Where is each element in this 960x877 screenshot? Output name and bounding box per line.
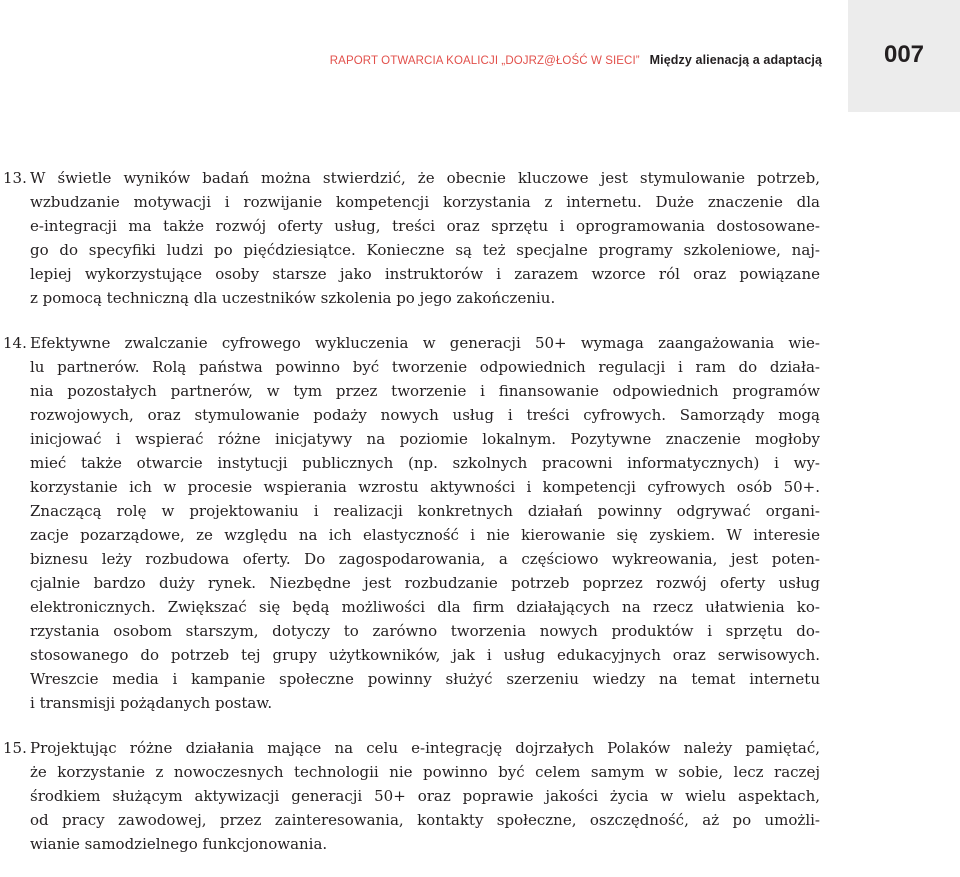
text-line: od pracy zawodowej, przez zainteresowania, kontakty społeczne, oszczędność, aż po umożli- [30, 811, 820, 829]
page-number-box [848, 0, 960, 112]
text-line: i transmisji pożądanych postaw. [30, 694, 273, 712]
document-body [0, 166, 960, 877]
running-head [330, 53, 822, 67]
text-line: cjalnie bardzo duży rynek. Niezbędne jest rozbudzanie potrzeb poprzez rozwój oferty usług [30, 574, 820, 592]
section-title: Między alienacją a adaptacją [649, 53, 822, 67]
text-line: wianie samodzielnego funkcjonowania. [30, 835, 328, 853]
page-number: 007 [883, 41, 925, 68]
paragraph-14 [0, 331, 960, 715]
text-line: mieć także otwarcie instytucji publicznych (np. szkolnych pracowni informatycznych) i wy- [30, 454, 820, 472]
text-line: Wreszcie media i kampanie społeczne powinny służyć szerzeniu wiedzy na temat internetu [30, 670, 820, 688]
text-line: biznesu leży rozbudowa oferty. Do zagospodarowania, a częściowo wykreowania, jest poten- [30, 550, 820, 568]
text-line: korzystanie ich w procesie wspierania wzrostu aktywności i kompetencji cyfrowych osób 50+. [30, 478, 820, 496]
text-line: Znaczącą rolę w projektowaniu i realizacji konkretnych działań powinny odgrywać organi- [30, 502, 820, 520]
text-line: nia pozostałych partnerów, w tym przez tworzenie i finansowanie odpowiednich programów [30, 382, 820, 400]
text-line: że korzystanie z nowoczesnych technologii nie powinno być celem samym w sobie, lecz raczej [30, 763, 820, 781]
paragraph-number: 13. [3, 169, 27, 187]
text-line: lu partnerów. Rolą państwa powinno być tworzenie odpowiednich regulacji i ram do działa- [30, 358, 820, 376]
text-line: W świetle wyników badań można stwierdzić, że obecnie kluczowe jest stymulowanie potrzeb, [30, 169, 820, 187]
text-line: elektronicznych. Zwiększać się będą możliwości dla firm działających na rzecz ułatwienia ko- [30, 598, 820, 616]
text-line: z pomocą techniczną dla uczestników szkolenia po jego zakończeniu. [30, 289, 556, 307]
text-line: go do specyfiki ludzi po pięćdziesiątce. Konieczne są też specjalne programy szkoleniowe, naj- [30, 241, 820, 259]
text-line: e-integracji ma także rozwój oferty usług, treści oraz sprzętu i oprogramowania dostosowane- [30, 217, 820, 235]
text-line: Efektywne zwalczanie cyfrowego wykluczenia w generacji 50+ wymaga zaangażowania wie- [30, 334, 820, 352]
paragraph-number: 15. [3, 739, 27, 757]
paragraph-13 [0, 166, 960, 310]
report-label: RAPORT OTWARCIA KOALICJI „DOJRZ@ŁOŚĆ W SIECI” [329, 55, 640, 67]
paragraph-15 [0, 736, 960, 856]
text-line: stosowanego do potrzeb tej grupy użytkowników, jak i usług edukacyjnych oraz serwisowych. [30, 646, 820, 664]
text-line: lepiej wykorzystujące osoby starsze jako instruktorów i zarazem wzorce ról oraz powiązane [30, 265, 820, 283]
text-line: rzystania osobom starszym, dotyczy to zarówno tworzenia nowych produktów i sprzętu do- [30, 622, 820, 640]
text-line: inicjować i wspierać różne inicjatywy na poziomie lokalnym. Pozytywne znaczenie mogłoby [30, 430, 820, 448]
page-header [0, 0, 960, 112]
text-line: wzbudzanie motywacji i rozwijanie kompetencji korzystania z internetu. Duże znaczenie dla [30, 193, 820, 211]
text-line: zacje pozarządowe, ze względu na ich elastyczność i nie kierowanie się zyskiem. W interesie [30, 526, 820, 544]
paragraph-number: 14. [3, 334, 27, 352]
text-line: rozwojowych, oraz stymulowanie podaży nowych usług i treści cyfrowych. Samorządy mogą [30, 406, 820, 424]
text-line: środkiem służącym aktywizacji generacji 50+ oraz poprawie jakości życia w wielu aspektach, [30, 787, 820, 805]
text-line: Projektując różne działania mające na celu e-integrację dojrzałych Polaków należy pamiętać, [30, 739, 820, 757]
